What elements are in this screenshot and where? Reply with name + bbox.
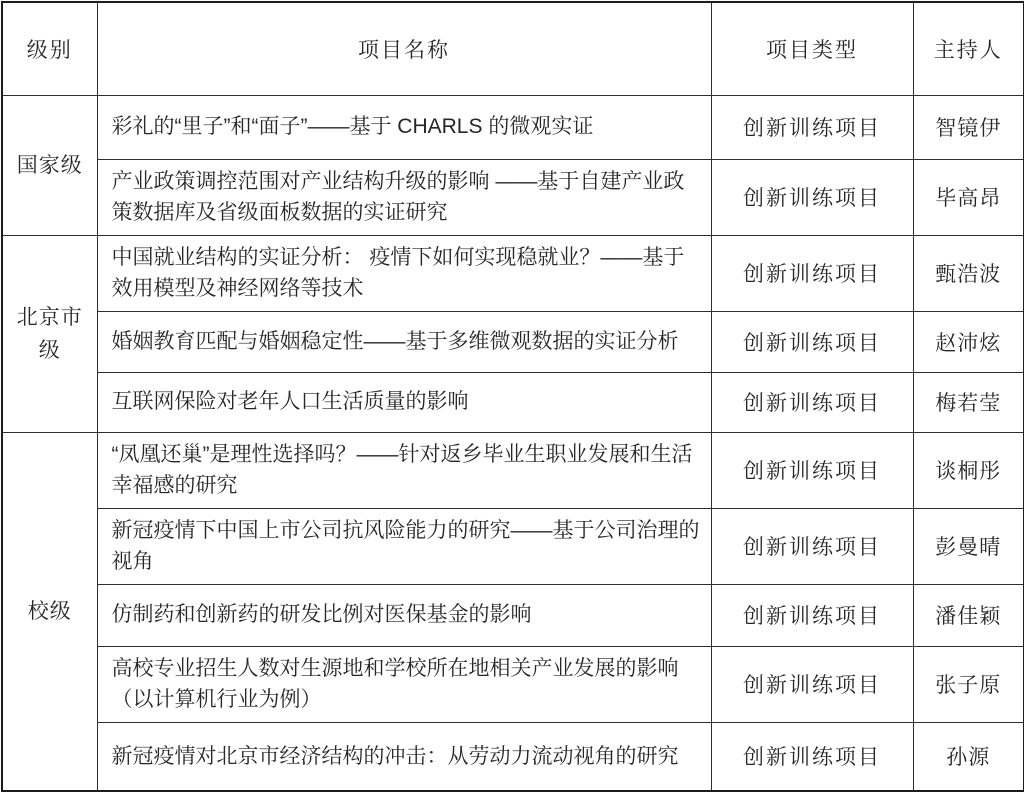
header-project-name: 项目名称 bbox=[97, 2, 711, 95]
level-cell-beijing: 北京市级 bbox=[2, 235, 97, 432]
leader-cell: 智镜伊 bbox=[913, 95, 1024, 159]
project-type-cell: 创新训练项目 bbox=[711, 95, 913, 159]
table-row bbox=[2, 432, 1024, 508]
header-row bbox=[2, 2, 1024, 95]
leader-cell: 孙源 bbox=[913, 722, 1024, 791]
header-project-type: 项目类型 bbox=[711, 2, 913, 95]
project-type-cell: 创新训练项目 bbox=[711, 508, 913, 584]
leader-cell: 梅若莹 bbox=[913, 372, 1024, 432]
project-name-cell: 仿制药和创新药的研发比例对医保基金的影响 bbox=[97, 584, 711, 646]
table-row bbox=[2, 235, 1024, 311]
project-type-cell: 创新训练项目 bbox=[711, 372, 913, 432]
projects-table bbox=[1, 1, 1024, 792]
level-cell-school: 校级 bbox=[2, 432, 97, 791]
level-cell-national: 国家级 bbox=[2, 95, 97, 235]
project-name-cell: “凤凰还巢”是理性选择吗？——针对返乡毕业生职业发展和生活幸福感的研究 bbox=[97, 432, 711, 508]
project-name-cell: 新冠疫情对北京市经济结构的冲击：从劳动力流动视角的研究 bbox=[97, 722, 711, 791]
project-name-cell: 彩礼的“里子”和“面子”——基于 CHARLS 的微观实证 bbox=[97, 95, 711, 159]
project-type-cell: 创新训练项目 bbox=[711, 646, 913, 722]
project-name-cell: 新冠疫情下中国上市公司抗风险能力的研究——基于公司治理的视角 bbox=[97, 508, 711, 584]
table-row bbox=[2, 372, 1024, 432]
table-row bbox=[2, 508, 1024, 584]
table-row bbox=[2, 646, 1024, 722]
project-type-cell: 创新训练项目 bbox=[711, 311, 913, 372]
table-row bbox=[2, 159, 1024, 235]
project-type-cell: 创新训练项目 bbox=[711, 235, 913, 311]
project-name-cell: 互联网保险对老年人口生活质量的影响 bbox=[97, 372, 711, 432]
leader-cell: 彭曼晴 bbox=[913, 508, 1024, 584]
project-name-cell: 婚姻教育匹配与婚姻稳定性——基于多维微观数据的实证分析 bbox=[97, 311, 711, 372]
project-name-cell: 产业政策调控范围对产业结构升级的影响 ——基于自建产业政策数据库及省级面板数据的实证研究 bbox=[97, 159, 711, 235]
project-name-cell: 中国就业结构的实证分析： 疫情下如何实现稳就业？——基于效用模型及神经网络等技术 bbox=[97, 235, 711, 311]
leader-cell: 张子原 bbox=[913, 646, 1024, 722]
leader-cell: 毕高昂 bbox=[913, 159, 1024, 235]
header-leader: 主持人 bbox=[913, 2, 1024, 95]
table-row bbox=[2, 722, 1024, 791]
project-type-cell: 创新训练项目 bbox=[711, 432, 913, 508]
leader-cell: 赵沛炫 bbox=[913, 311, 1024, 372]
project-type-cell: 创新训练项目 bbox=[711, 584, 913, 646]
project-name-cell: 高校专业招生人数对生源地和学校所在地相关产业发展的影响（以计算机行业为例） bbox=[97, 646, 711, 722]
header-level: 级别 bbox=[2, 2, 97, 95]
project-type-cell: 创新训练项目 bbox=[711, 722, 913, 791]
leader-cell: 谈桐彤 bbox=[913, 432, 1024, 508]
table-row bbox=[2, 311, 1024, 372]
leader-cell: 潘佳颖 bbox=[913, 584, 1024, 646]
leader-cell: 甄浩波 bbox=[913, 235, 1024, 311]
table-row bbox=[2, 584, 1024, 646]
project-type-cell: 创新训练项目 bbox=[711, 159, 913, 235]
table-row bbox=[2, 95, 1024, 159]
